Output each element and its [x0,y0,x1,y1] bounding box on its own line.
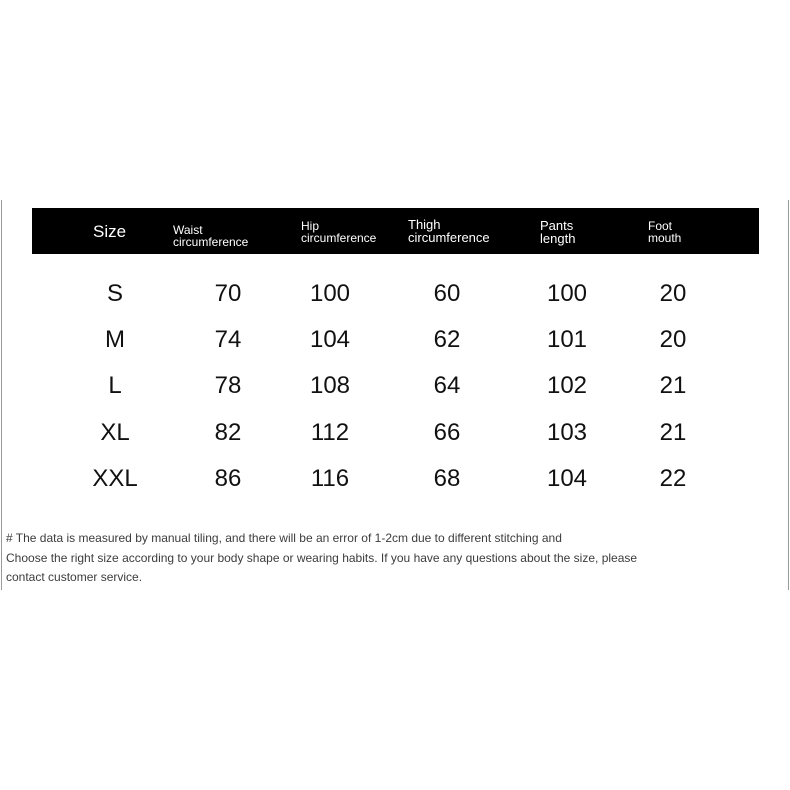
cell-size: XXL [92,465,138,492]
cell-waist: 86 [214,465,242,492]
header-size [93,223,126,241]
table-row [0,372,790,412]
header-hip [301,220,376,244]
cell-waist: 82 [214,419,242,446]
cell-size: S [106,280,123,307]
cell-pants-length: 101 [546,326,588,353]
cell-hip: 100 [309,280,351,307]
cell-hip: 116 [310,465,350,492]
cell-pants-length: 100 [546,280,588,307]
header-size-label: Size [93,222,127,241]
cell-waist: 78 [214,372,242,399]
header-hip-line1: Hip [301,219,320,233]
cell-thigh: 66 [433,419,461,446]
cell-foot-mouth: 22 [659,465,687,492]
cell-waist: 70 [214,280,242,307]
cell-hip: 104 [309,326,351,353]
cell-size: L [108,372,122,399]
cell-size: XL [100,419,130,446]
header-pants-line2: length [540,231,576,246]
cell-thigh: 64 [433,372,461,399]
header-waist-line2: circumference [173,235,249,249]
header-waist-line1: Waist [173,223,203,237]
header-foot-line1: Foot [648,219,673,233]
table-row [0,419,790,459]
note-line-3: contact customer service. [6,570,143,584]
cell-thigh: 68 [433,465,461,492]
note-line-1: # The data is measured by manual tiling, and there will be an error of 1-2cm due to different stitching and [6,531,562,545]
header-foot-mouth [648,220,681,244]
cell-pants-length: 104 [546,465,588,492]
header-pants-length [540,219,575,245]
note-line-2: Choose the right size according to your body shape or wearing habits. If you have any questions about the size, please [6,551,638,565]
header-pants-line1: Pants [540,218,574,233]
table-header [32,208,759,254]
table-row [0,280,790,320]
cell-pants-length: 102 [546,372,588,399]
cell-thigh: 62 [433,326,461,353]
header-thigh-line1: Thigh [408,217,441,232]
cell-thigh: 60 [433,280,461,307]
cell-foot-mouth: 20 [659,326,687,353]
cell-foot-mouth: 20 [659,280,687,307]
cell-pants-length: 103 [546,419,588,446]
cell-foot-mouth: 21 [659,419,687,446]
cell-hip: 108 [309,372,351,399]
table-row [0,326,790,366]
header-hip-line2: circumference [301,231,377,245]
cell-size: M [105,326,125,353]
cell-foot-mouth: 21 [659,372,687,399]
header-foot-line2: mouth [648,231,682,245]
table-row [0,465,790,505]
header-thigh-line2: circumference [408,230,490,245]
cell-hip: 112 [310,419,350,446]
header-waist [173,224,248,248]
header-thigh [408,218,490,244]
cell-waist: 74 [214,326,242,353]
